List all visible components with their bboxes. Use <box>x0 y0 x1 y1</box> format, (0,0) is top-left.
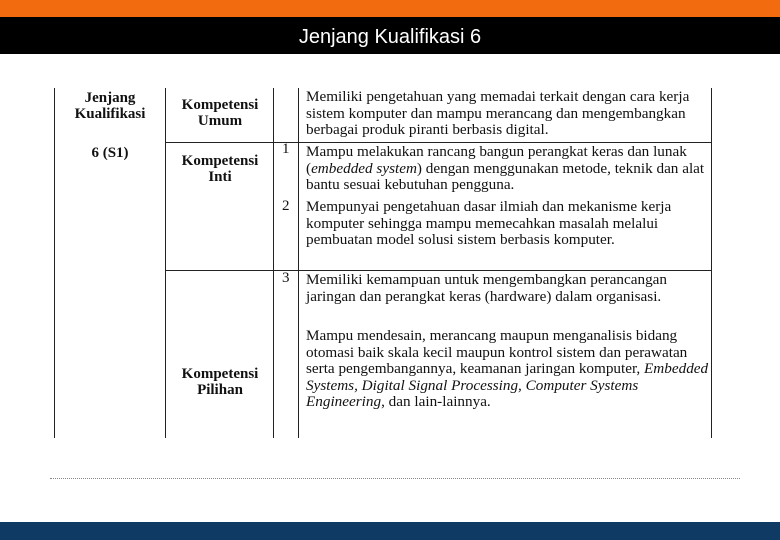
item-number-3: 3 <box>282 270 290 286</box>
kompetensi-inti-item-2: Mempunyai pengetahuan dasar ilmiah dan mekanisme kerja komputer sehingga mampu memecahkan masalah melalui pembuatan model solusi sistem berbasis komputer. <box>306 198 672 249</box>
qualification-level: 6 (S1) <box>91 145 129 161</box>
item-number-1: 1 <box>282 141 290 157</box>
slide-title: Jenjang Kualifikasi 6 <box>298 26 482 48</box>
table-col-divider-3 <box>298 88 299 438</box>
item-number-2: 2 <box>282 198 290 214</box>
kompetensi-pilihan-label: Kompetensi Pilihan <box>181 366 259 398</box>
kompetensi-umum-label: Kompetensi Umum <box>181 97 259 129</box>
item-1-text-end: ) dengan menggunakan metode, teknik dan alat bantu sesuai kebutuhan pengguna. <box>306 159 705 194</box>
kompetensi-inti-label: Kompetensi Inti <box>181 153 259 185</box>
table-border-left <box>54 88 55 438</box>
footer-bar <box>0 522 780 540</box>
kompetensi-pilihan-text-2 <box>306 328 716 411</box>
jenjang-kualifikasi-header: Jenjang Kualifikasi <box>74 90 146 122</box>
top-accent-bar <box>0 0 780 17</box>
footer-divider <box>50 478 740 479</box>
kompetensi-inti-item-1 <box>306 144 716 194</box>
table-col-divider-2 <box>273 88 274 438</box>
kompetensi-pilihan-text-1: Memiliki kemampuan untuk mengembangkan perancangan jaringan dan perangkat keras (hardware) dalam organisasi. <box>306 271 668 305</box>
pilihan-text-end: , dan lain-lainnya. <box>381 393 491 411</box>
item-1-text-emphasis: embedded system <box>311 159 417 177</box>
pilihan-text-start: Mampu mendesain, merancang maupun menganalisis bidang otomasi baik skala kecil maupun kontrol sistem dan perawatan serta pengembangannya, keamanan jaringan komputer, <box>306 327 688 378</box>
pilihan-text-emphasis: Embedded Systems, Digital Signal Processing, Computer Systems Engineering <box>306 360 709 411</box>
kompetensi-umum-text: Memiliki pengetahuan yang memadai terkait dengan cara kerja sistem komputer dan mampu merancang dan mengembangkan berbagai produk piranti berbasis digital. <box>306 88 690 139</box>
item-1-text-start: Mampu melakukan rancang bangun perangkat keras dan lunak ( <box>306 143 687 177</box>
table-col-divider-1 <box>165 88 166 438</box>
